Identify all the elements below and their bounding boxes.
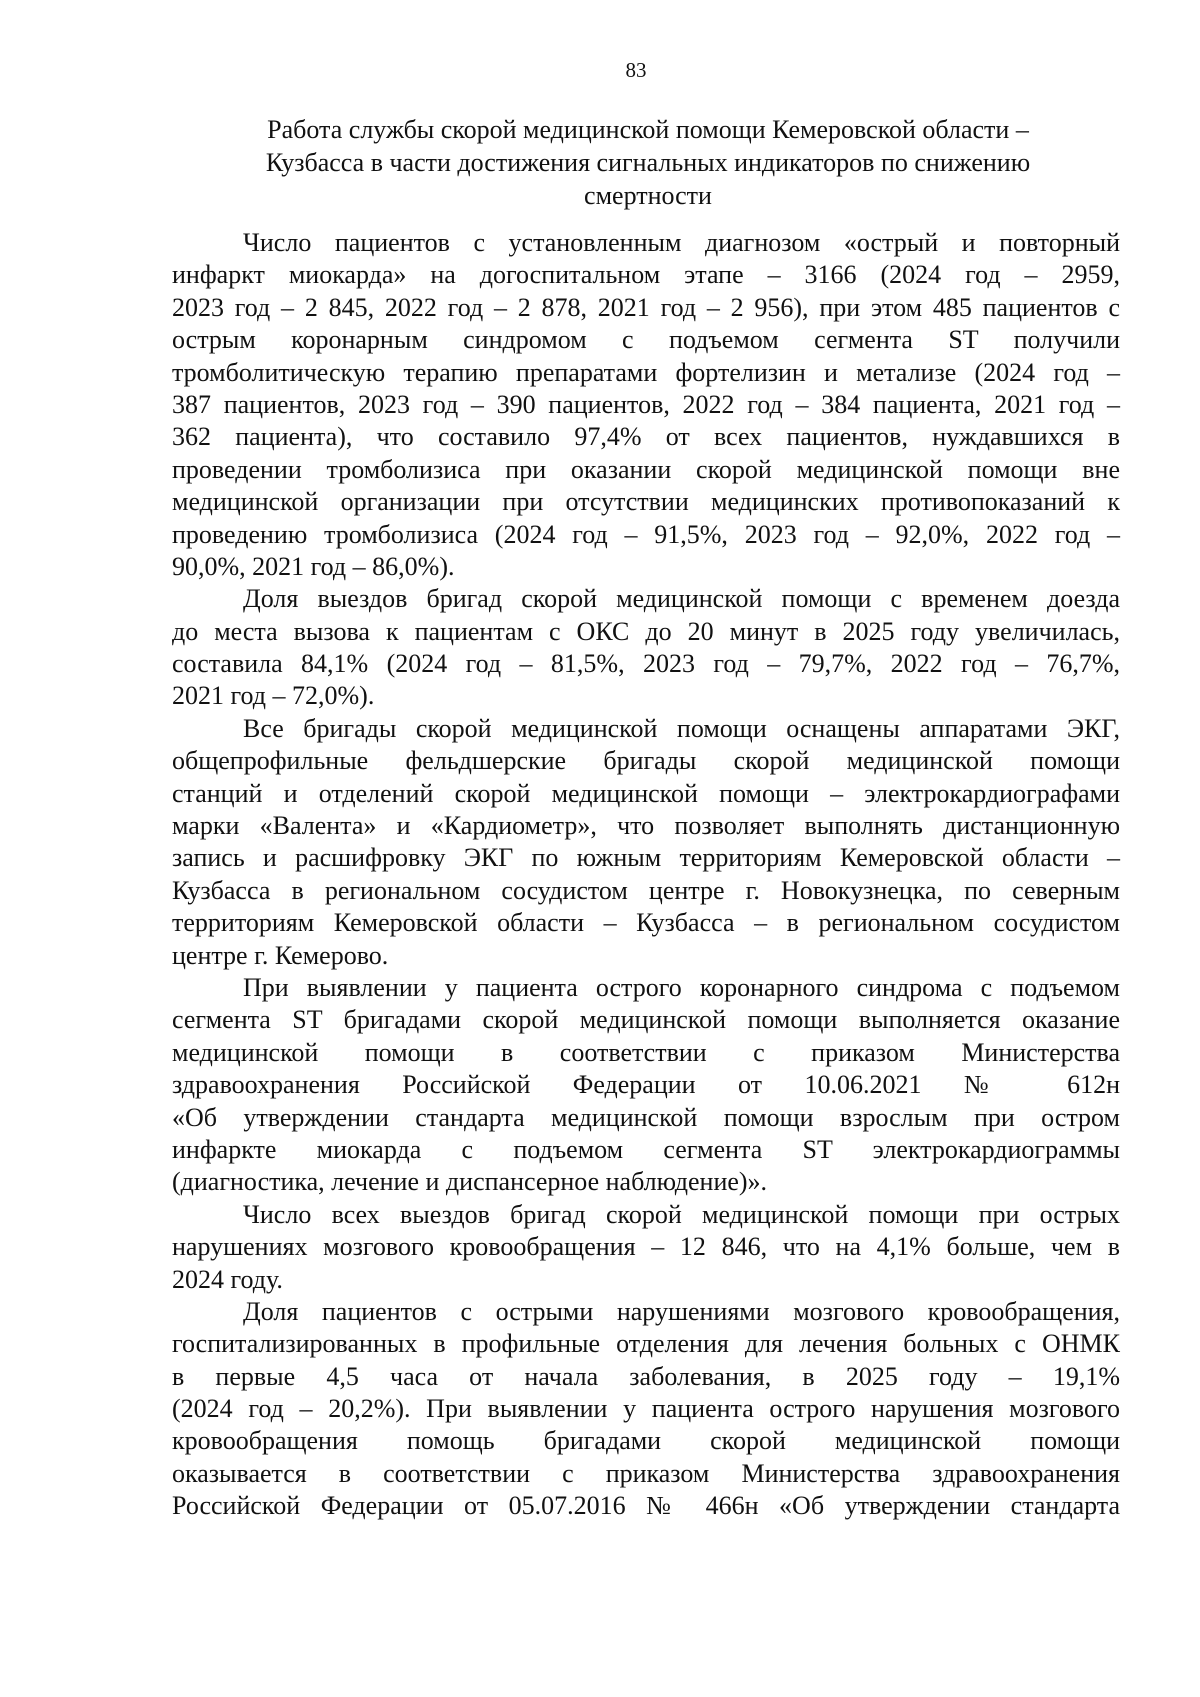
text-line: нарушениях мозгового кровообращения – 12 846, что на 4,1% больше, чем в <box>172 1232 1120 1262</box>
text-line: (диагностика, лечение и диспансерное наблюдение)». <box>172 1167 768 1197</box>
text-line: Российской Федерации от 05.07.2016 № 466н «Об утверждении стандарта <box>172 1491 1120 1521</box>
text-line: проведению тромболизиса (2024 год – 91,5%, 2023 год – 92,0%, 2022 год – <box>172 519 1120 549</box>
text-line: проведении тромболизиса при оказании скорой медицинской помощи вне <box>172 454 1120 484</box>
text-line: медицинской помощи в соответствии с приказом Министерства <box>172 1037 1120 1067</box>
text-line: госпитализированных в профильные отделения для лечения больных с ОНМК <box>172 1329 1120 1359</box>
paragraph <box>172 1199 1120 1296</box>
text-line: 2021 год – 72,0%). <box>172 681 375 711</box>
text-line: 90,0%, 2021 год – 86,0%). <box>172 551 455 581</box>
text-line: «Об утверждении стандарта медицинской помощи взрослым при остром <box>172 1102 1120 1132</box>
text-line: центре г. Кемерово. <box>172 940 389 970</box>
text-line: Доля пациентов с острыми нарушениями мозгового кровообращения, <box>243 1296 1120 1326</box>
text-line: сегмента ST бригадами скорой медицинской помощи выполняется оказание <box>172 1005 1120 1035</box>
title-line: Кузбасса в части достижения сигнальных индикаторов по снижению <box>265 148 1031 177</box>
text-line: Число всех выездов бригад скорой медицинской помощи при острых <box>243 1199 1120 1229</box>
text-line: 2023 год – 2 845, 2022 год – 2 878, 2021 год – 2 956), при этом 485 пациентов с <box>172 292 1120 322</box>
text-line: тромболитическую терапию препаратами фортелизин и метализе (2024 год – <box>172 357 1120 387</box>
text-line: общепрофильные фельдшерские бригады скорой медицинской помощи <box>172 746 1120 776</box>
text-line: кровообращения помощь бригадами скорой медицинской помощи <box>172 1426 1120 1456</box>
text-line: в первые 4,5 часа от начала заболевания, в 2025 году – 19,1% <box>172 1361 1120 1391</box>
text-line: Число пациентов с установленным диагнозом «острый и повторный <box>243 228 1120 257</box>
paragraph <box>172 1296 1120 1523</box>
page-number: 83 <box>625 58 647 82</box>
text-line: станций и отделений скорой медицинской помощи – электрокардиографами <box>172 778 1120 808</box>
paragraph <box>172 972 1120 1199</box>
text-line: (2024 год – 20,2%). При выявлении у пациента острого нарушения мозгового <box>172 1394 1120 1424</box>
text-line: 387 пациентов, 2023 год – 390 пациентов, 2022 год – 384 пациента, 2021 год – <box>172 389 1120 419</box>
text-line: инфаркте миокарда с подъемом сегмента ST электрокардиограммы <box>172 1134 1120 1164</box>
text-line: острым коронарным синдромом с подъемом сегмента ST получили <box>172 325 1120 355</box>
text-line: 2024 году. <box>172 1264 283 1294</box>
text-line: При выявлении у пациента острого коронарного синдрома с подъемом <box>243 972 1120 1002</box>
text-line: территориям Кемеровской области – Кузбасса – в региональном сосудистом <box>172 908 1120 938</box>
text-line: медицинской организации при отсутствии медицинских противопоказаний к <box>172 487 1120 517</box>
text-line: оказывается в соответствии с приказом Министерства здравоохранения <box>172 1458 1120 1488</box>
text-line: составила 84,1% (2024 год – 81,5%, 2023 год – 79,7%, 2022 год – 76,7%, <box>172 649 1120 679</box>
document-body <box>172 227 1120 1523</box>
text-line: 362 пациента), что составило 97,4% от всех пациентов, нуждавшихся в <box>172 422 1120 452</box>
title-line: Работа службы скорой медицинской помощи Кемеровской области – <box>267 115 1029 144</box>
text-line: до места вызова к пациентам с ОКС до 20 минут в 2025 году увеличилась, <box>172 616 1120 646</box>
text-line: инфаркт миокарда» на догоспитальном этапе – 3166 (2024 год – 2959, <box>172 260 1120 290</box>
paragraph <box>172 583 1120 713</box>
paragraph <box>172 227 1120 583</box>
title-line: смертности <box>584 181 712 210</box>
text-line: Доля выездов бригад скорой медицинской помощи с временем доезда <box>243 584 1120 614</box>
text-line: Кузбасса в региональном сосудистом центре г. Новокузнецка, по северным <box>172 875 1120 905</box>
section-title <box>160 113 1136 212</box>
text-line: марки «Валента» и «Кардиометр», что позволяет выполнять дистанционную <box>172 811 1120 841</box>
paragraph <box>172 713 1120 972</box>
text-line: здравоохранения Российской Федерации от 10.06.2021 № 612н <box>172 1070 1120 1100</box>
text-line: запись и расшифровку ЭКГ по южным территориям Кемеровской области – <box>172 843 1120 873</box>
text-line: Все бригады скорой медицинской помощи оснащены аппаратами ЭКГ, <box>243 713 1120 743</box>
